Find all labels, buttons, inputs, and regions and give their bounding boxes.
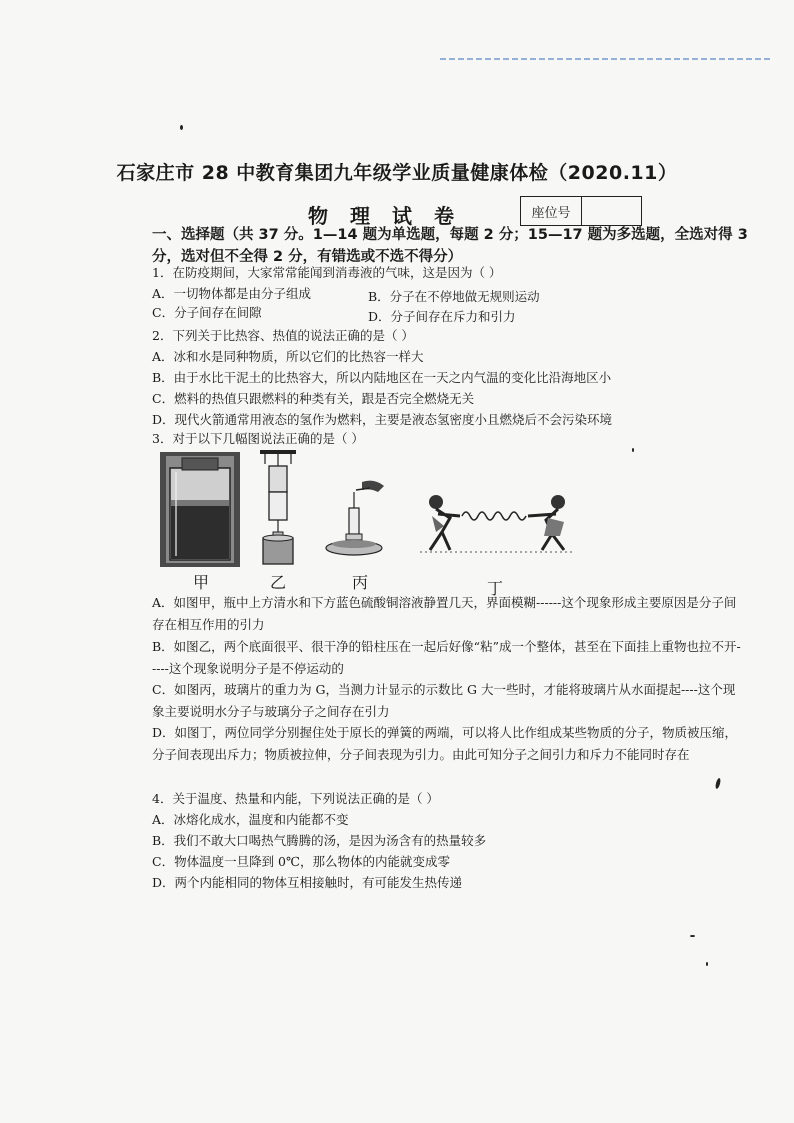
q1-option-b: B．分子在不停地做无规则运动 xyxy=(368,289,540,304)
q2-stem: 2．下列关于比热容、热值的说法正确的是（ ） xyxy=(152,328,414,343)
q3-option-d: D．如图丁，两位同学分别握住处于原长的弹簧的两端，可以将人比作组成某些物质的分子，物质被压缩，分子间表现出斥力；物质被拉伸，分子间表现为引力。由此可知分子之间引力和斥力不能同时存在 xyxy=(152,725,738,762)
q3-option-c: C．如图丙，玻璃片的重力为 G，当测力计显示的示数比 G 大一些时，才能将玻璃片从水面提起----这个现象主要说明水分子与玻璃分子之间存在引力 xyxy=(152,682,736,719)
q3-option-a: A．如图甲，瓶中上方清水和下方蓝色硫酸铜溶液静置几天，界面模糊------这个现象形成主要原因是分子间存在相互作用的引力 xyxy=(152,595,737,632)
scan-speck xyxy=(715,778,722,790)
scan-speck xyxy=(632,448,634,452)
q2-option-b: B．由于水比干泥土的比热容大，所以内陆地区在一天之内气温的变化比沿海地区小 xyxy=(152,370,612,385)
figure-label-yi: 乙 xyxy=(270,573,287,592)
figure-jia-jar xyxy=(160,452,240,567)
figure-ding-spring-tug xyxy=(420,492,575,556)
figure-label-jia: 甲 xyxy=(193,573,210,592)
seat-number-label: 座位号 xyxy=(521,197,582,225)
q1-option-a: A．一切物体都是由分子组成 xyxy=(152,286,312,301)
scan-speck xyxy=(180,125,183,130)
q1-option-c: C．分子间存在间隙 xyxy=(152,305,262,320)
q3-option-b: B．如图乙，两个底面很平、很干净的铅柱压在一起后好像“粘”成一个整体，甚至在下面挂上重物也拉不开-----这个现象说明分子是不停运动的 xyxy=(152,639,741,676)
q4-option-a: A．冰熔化成水，温度和内能都不变 xyxy=(152,812,349,827)
exam-subtitle: 物理试卷 xyxy=(308,204,476,228)
figure-bing-glass-plate xyxy=(322,478,392,560)
exam-title: 石家庄市 28 中教育集团九年级学业质量健康体检（2020.11） xyxy=(116,162,678,184)
q4-option-b: B．我们不敢大口喝热气腾腾的汤，是因为汤含有的热量较多 xyxy=(152,833,487,848)
section-heading: 一、选择题（共 37 分。1—14 题为单选题，每题 2 分；15—17 题为多选题，全选对得 3 分，选对但不全得 2 分，有错选或不选不得分） xyxy=(152,227,748,265)
q2-option-d: D．现代火箭通常用液态的氢作为燃料，主要是液态氢密度小且燃烧后不会污染环境 xyxy=(152,412,613,427)
figure-yi-lead-cylinders xyxy=(255,450,301,568)
q2-option-a: A．冰和水是同种物质，所以它们的比热容一样大 xyxy=(152,349,424,364)
q1-stem: 1．在防疫期间，大家常常能闻到消毒液的气味，这是因为（ ） xyxy=(152,265,502,280)
q4-option-c: C．物体温度一旦降到 0℃，那么物体的内能就变成零 xyxy=(152,854,450,869)
figure-label-ding: 丁 xyxy=(487,579,504,598)
scan-artifact-line xyxy=(440,58,770,60)
q2-option-c: C．燃料的热值只跟燃料的种类有关，跟是否完全燃烧无关 xyxy=(152,391,475,406)
scan-speck xyxy=(690,935,695,937)
q3-stem: 3．对于以下几幅图说法正确的是（ ） xyxy=(152,431,364,446)
seat-number-box xyxy=(520,196,642,226)
q4-stem: 4．关于温度、热量和内能，下列说法正确的是（ ） xyxy=(152,791,439,806)
figure-label-bing: 丙 xyxy=(352,573,369,592)
q1-option-d: D．分子间存在斥力和引力 xyxy=(368,309,516,324)
q4-option-d: D．两个内能相同的物体互相接触时，有可能发生热传递 xyxy=(152,875,463,890)
seat-number-blank xyxy=(582,197,641,225)
scan-speck xyxy=(706,962,708,966)
